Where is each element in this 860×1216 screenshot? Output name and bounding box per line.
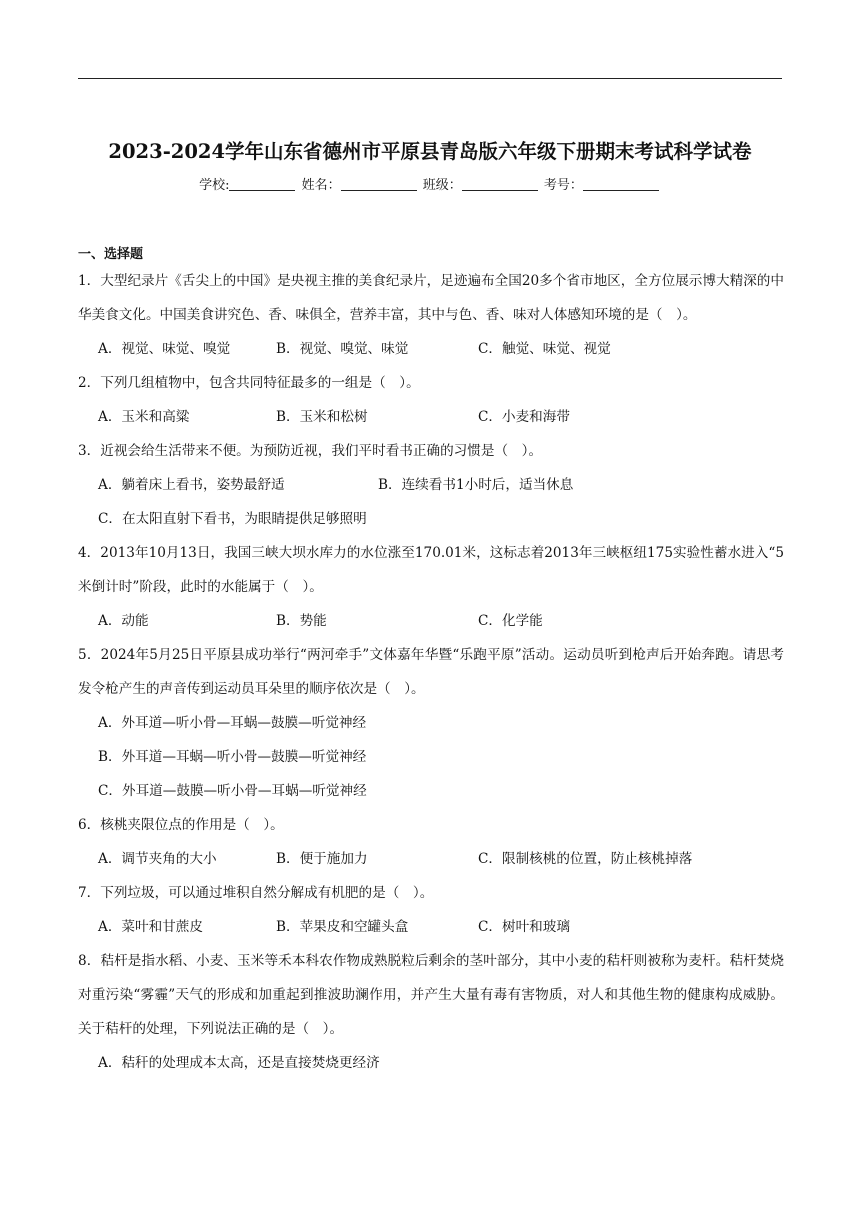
question-6-options	[78, 842, 784, 876]
question-1-option-a[interactable]: A．视觉、味觉、嗅觉	[98, 341, 231, 357]
question-3-option-b[interactable]: B．连续看书1小时后，适当休息	[378, 477, 574, 493]
question-5-option-b[interactable]: B．外耳道—耳蜗—听小骨—鼓膜—听觉神经	[98, 749, 367, 765]
question-4-option-c[interactable]: C．化学能	[478, 613, 543, 629]
question-6-option-a[interactable]: A．调节夹角的大小	[98, 851, 217, 867]
school-blank[interactable]	[229, 177, 295, 191]
question-4-option-a[interactable]: A．动能	[98, 613, 149, 629]
question-1-option-c[interactable]: C．触觉、味觉、视觉	[478, 341, 611, 357]
question-1-text: 1．大型纪录片《舌尖上的中国》是央视主推的美食纪录片，足迹遍布全国20多个省市地区，全方位展示博大精深的中华美食文化。中国美食讲究色、香、味俱全，营养丰富，其中与色、香、味对人体感知环境的是（ ）。	[78, 273, 784, 323]
question-7-option-c[interactable]: C．树叶和玻璃	[478, 919, 570, 935]
question-2-option-c[interactable]: C．小麦和海带	[478, 409, 570, 425]
question-5-option-a[interactable]: A．外耳道—听小骨—耳蜗—鼓膜—听觉神经	[98, 715, 367, 731]
question-4-text: 4．2013年10月13日，我国三峡大坝水库力的水位涨至170.01米，这标志着2013年三峡枢纽175实验性蓄水进入“5米倒计时”阶段，此时的水能属于（ ）。	[78, 545, 784, 595]
school-label: 学校:	[199, 178, 230, 193]
class-blank[interactable]	[462, 177, 538, 191]
question-4-options	[78, 604, 784, 638]
question-1-options	[78, 332, 784, 366]
question-8-option-a[interactable]: A．秸秆的处理成本太高，还是直接焚烧更经济	[98, 1055, 380, 1071]
question-3-options	[78, 468, 784, 502]
question-7-text: 7．下列垃圾，可以通过堆积自然分解成有机肥的是（ ）。	[78, 885, 434, 901]
question-2-text: 2．下列几组植物中，包含共同特征最多的一组是（ ）。	[78, 375, 420, 391]
question-5-option-c[interactable]: C．外耳道—鼓膜—听小骨—耳蜗—听觉神经	[98, 783, 367, 799]
question-8-text: 8．秸杆是指水稻、小麦、玉米等禾本科农作物成熟脱粒后剩余的茎叶部分，其中小麦的秸杆则被称为麦杆。秸杆焚烧对重污染“雾霾”天气的形成和加重起到推波助澜作用，并产生大量有毒有害物质，对人和其他生物的健康构成威胁。关于秸杆的处理，下列说法正确的是（ ）。	[78, 953, 784, 1037]
question-3-text: 3．近视会给生活带来不便。为预防近视，我们平时看书正确的习惯是（ ）。	[78, 443, 543, 459]
name-label: 姓名：	[301, 178, 341, 193]
question-2-options	[78, 400, 784, 434]
question-6-option-b[interactable]: B．便于施加力	[276, 851, 368, 867]
question-2-option-a[interactable]: A．玉米和高粱	[98, 409, 190, 425]
page-title: 2023-2024学年山东省德州市平原县青岛版六年级下册期末考试科学试卷	[108, 140, 752, 163]
question-1-option-b[interactable]: B．视觉、嗅觉、味觉	[276, 341, 409, 357]
question-5-text: 5．2024年5月25日平原县成功举行“两河牵手”文体嘉年华暨“乐跑平原”活动。运动员听到枪声后开始奔跑。请思考发令枪产生的声音传到运动员耳朵里的顺序依次是（ ）。	[78, 647, 784, 697]
header-rule	[78, 78, 782, 79]
name-blank[interactable]	[341, 177, 417, 191]
question-7-options	[78, 910, 784, 944]
question-2-option-b[interactable]: B．玉米和松树	[276, 409, 368, 425]
question-3-option-a[interactable]: A．躺着床上看书，姿势最舒适	[98, 477, 285, 493]
question-list	[78, 264, 784, 1080]
exam-number-blank[interactable]	[583, 177, 659, 191]
exam-number-label: 考号：	[543, 178, 583, 193]
question-7-option-a[interactable]: A．菜叶和甘蔗皮	[98, 919, 203, 935]
student-info-line	[0, 174, 860, 193]
question-3-option-c[interactable]: C．在太阳直射下看书，为眼睛提供足够照明	[98, 511, 367, 527]
class-label: 班级：	[422, 178, 462, 193]
question-4-option-b[interactable]: B．势能	[276, 613, 327, 629]
question-7-option-b[interactable]: B．苹果皮和空罐头盒	[276, 919, 409, 935]
question-6-option-c[interactable]: C．限制核桃的位置，防止核桃掉落	[478, 851, 693, 867]
question-6-text: 6．核桃夹限位点的作用是（ ）。	[78, 817, 284, 833]
section-title: 一、选择题	[78, 247, 144, 262]
